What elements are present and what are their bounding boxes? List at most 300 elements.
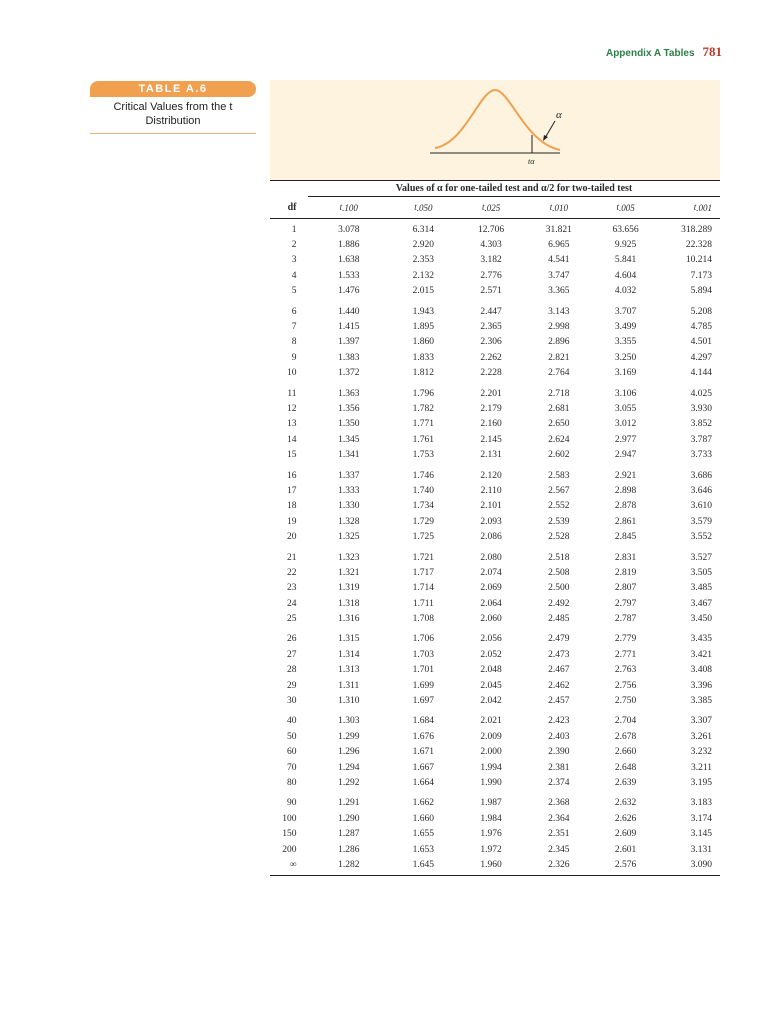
value-cell: 3.078 [338,224,360,235]
t-critical-values-table [270,180,720,876]
value-cell: 3.143 [548,306,570,317]
value-cell: 1.699 [412,680,435,691]
value-cell: 1.299 [338,731,360,742]
value-cell: 3.527 [690,552,713,563]
value-cell: 63.656 [612,224,639,235]
value-cell: 2.132 [412,270,435,281]
value-cell: 1.282 [338,859,360,870]
value-cell: 2.447 [480,306,502,317]
value-cell: 6.965 [548,240,570,251]
value-cell: 2.678 [614,731,637,742]
table-row [270,693,720,708]
value-cell: 3.467 [690,598,713,609]
value-cell: 2.048 [480,665,502,676]
value-cell: 1.676 [412,731,435,742]
value-cell: 1.753 [412,450,435,461]
df-cell: 60 [287,747,297,758]
value-cell: 1.708 [412,614,435,625]
df-cell: 14 [287,434,297,445]
table-row [270,499,720,514]
table-row [270,304,720,319]
value-cell: 2.500 [548,583,570,594]
column-header-t100: t.100 [339,202,358,213]
value-cell: 1.291 [338,798,360,809]
df-cell: 11 [287,388,297,399]
table-row [270,565,720,580]
value-cell: 3.182 [480,255,502,266]
value-cell: 6.314 [412,224,435,235]
value-cell: 2.807 [614,583,637,594]
value-cell: 1.333 [338,485,360,496]
df-cell: 20 [287,532,297,543]
value-cell: 3.131 [690,844,713,855]
value-cell: 2.353 [412,255,435,266]
value-cell: 1.701 [412,665,435,676]
table-row [270,678,720,693]
df-cell: 6 [291,306,297,317]
value-cell: 2.056 [480,634,502,645]
value-cell: 3.733 [690,450,713,461]
value-cell: 2.120 [480,470,502,481]
row-group [270,711,720,793]
value-cell: 1.292 [338,777,360,788]
value-cell: 2.819 [614,567,637,578]
value-cell: 1.314 [338,649,360,660]
row-group [270,383,720,465]
value-cell: 1.296 [338,747,360,758]
value-cell: 2.368 [548,798,570,809]
table-row [270,745,720,760]
table-row [270,514,720,529]
value-cell: 1.638 [338,255,360,266]
value-cell: 1.886 [338,240,360,251]
table-row [270,714,720,729]
value-cell: 2.609 [614,829,637,840]
table-row [270,596,720,611]
value-cell: 2.473 [548,649,570,660]
value-cell: 2.045 [480,680,502,691]
value-cell: 1.984 [480,813,502,824]
table-row [270,366,720,381]
value-cell: 1.860 [412,337,435,348]
value-cell: 22.328 [685,240,713,251]
value-cell: 2.771 [614,649,637,660]
value-cell: 1.533 [338,270,360,281]
table-row [270,284,720,299]
value-cell: 2.601 [614,844,637,855]
df-cell: 16 [287,470,297,481]
table-row [270,253,720,268]
column-header-row [270,197,720,219]
value-cell: 9.925 [614,240,637,251]
value-cell: 3.055 [614,403,637,414]
value-cell: 1.895 [412,322,435,333]
value-cell: 1.960 [480,859,502,870]
value-cell: 10.214 [685,255,713,266]
value-cell: 1.976 [480,829,502,840]
column-header-t005: t.005 [616,202,635,213]
value-cell: 1.761 [412,434,435,445]
value-cell: 4.025 [690,388,713,399]
value-cell: 2.576 [614,859,637,870]
df-cell: 19 [287,516,297,527]
value-cell: 3.408 [690,665,713,676]
table-row [270,632,720,647]
value-cell: 1.341 [338,450,360,461]
value-cell: 3.355 [614,337,637,348]
value-cell: 1.972 [480,844,502,855]
value-cell: 2.718 [548,388,570,399]
value-cell: 4.785 [690,322,713,333]
value-cell: 1.350 [338,419,360,430]
value-cell: 1.363 [338,388,360,399]
value-cell: 3.307 [690,716,713,727]
value-cell: 3.421 [690,649,713,660]
value-cell: 4.297 [690,352,713,363]
value-cell: 2.093 [480,516,502,527]
value-cell: 4.604 [614,270,637,281]
table-row [270,401,720,416]
value-cell: 3.552 [690,532,713,543]
value-cell: 1.476 [338,286,360,297]
value-cell: 1.671 [412,747,435,758]
df-cell: 13 [287,419,297,430]
value-cell: 1.994 [480,762,502,773]
df-cell: 12 [287,403,297,414]
table-row [270,222,720,237]
alpha-arrowhead [543,135,548,141]
value-cell: 2.528 [548,532,570,543]
value-cell: 2.845 [614,532,637,543]
value-cell: 2.539 [548,516,570,527]
value-cell: 1.990 [480,777,502,788]
value-cell: 2.878 [614,501,637,512]
value-cell: 4.303 [480,240,502,251]
value-cell: 3.365 [548,286,570,297]
value-cell: 1.330 [338,501,360,512]
df-cell: 80 [287,777,297,788]
table-row [270,857,720,872]
value-cell: 3.211 [690,762,713,773]
value-cell: 2.021 [480,716,502,727]
value-cell: 3.852 [690,419,713,430]
distribution-figure-panel [270,80,720,180]
value-cell: 1.812 [412,368,435,379]
value-cell: 4.541 [548,255,570,266]
value-cell: 1.667 [412,762,435,773]
value-cell: 3.396 [690,680,713,691]
table-spanner-heading: Values of α for one-tailed test and α/2 for two-tailed test [395,183,633,194]
column-header-t050: t.050 [414,202,433,213]
value-cell: 3.145 [690,829,713,840]
value-cell: 3.012 [614,419,637,430]
value-cell: 2.485 [548,614,570,625]
df-cell: 5 [291,286,297,297]
value-cell: 2.228 [480,368,502,379]
value-cell: 1.734 [412,501,435,512]
table-label-badge: TABLE A.6 [90,81,256,97]
value-cell: 1.372 [338,368,360,379]
value-cell: 1.711 [412,598,434,609]
value-cell: 1.717 [412,567,435,578]
df-cell: 23 [287,583,297,594]
value-cell: 2.750 [614,696,637,707]
value-cell: 1.440 [338,306,360,317]
value-cell: 2.831 [614,552,637,563]
value-cell: 2.624 [548,434,570,445]
value-cell: 1.311 [338,680,360,691]
value-cell: 3.579 [690,516,713,527]
value-cell: 3.169 [614,368,637,379]
value-cell: 2.381 [548,762,570,773]
value-cell: 5.208 [690,306,713,317]
value-cell: 2.080 [480,552,502,563]
value-cell: 2.898 [614,485,637,496]
value-cell: 2.052 [480,649,502,660]
value-cell: 2.921 [614,470,637,481]
value-cell: 2.681 [548,403,570,414]
value-cell: 2.467 [548,665,570,676]
row-group [270,629,720,711]
value-cell: 2.492 [548,598,570,609]
df-cell: 27 [287,649,297,660]
value-cell: 2.042 [480,696,502,707]
value-cell: 1.294 [338,762,360,773]
table-row [270,417,720,432]
df-cell: 7 [291,322,297,333]
table-caption: Critical Values from the t Distribution [90,100,256,134]
value-cell: 2.787 [614,614,637,625]
value-cell: 2.101 [480,501,502,512]
value-cell: 2.364 [548,813,570,824]
value-cell: 4.144 [690,368,713,379]
value-cell: 2.756 [614,680,637,691]
df-cell: 22 [287,567,297,578]
value-cell: 2.110 [480,485,502,496]
df-cell: 3 [291,255,297,266]
value-cell: 2.145 [480,434,502,445]
df-cell: 70 [287,762,297,773]
df-cell: 2 [291,240,297,251]
value-cell: 3.195 [690,777,713,788]
value-cell: 2.896 [548,337,570,348]
value-cell: 2.518 [548,552,570,563]
value-cell: 2.660 [614,747,637,758]
df-cell: 28 [287,665,297,676]
value-cell: 2.326 [548,859,570,870]
value-cell: 1.290 [338,813,360,824]
table-row [270,775,720,790]
value-cell: 3.106 [614,388,637,399]
density-curve [435,90,560,150]
value-cell: 2.779 [614,634,637,645]
value-cell: 3.250 [614,352,637,363]
table-row [270,581,720,596]
value-cell: 1.645 [412,859,435,870]
value-cell: 2.998 [548,322,570,333]
table-row [270,350,720,365]
value-cell: 1.725 [412,532,435,543]
value-cell: 2.086 [480,532,502,543]
value-cell: 1.697 [412,696,435,707]
value-cell: 5.894 [690,286,713,297]
t-alpha-label: tα [528,157,535,166]
value-cell: 3.232 [690,747,713,758]
df-cell: ∞ [289,859,297,870]
df-cell: 17 [287,485,297,496]
value-cell: 2.821 [548,352,570,363]
value-cell: 1.703 [412,649,435,660]
value-cell: 7.173 [690,270,713,281]
value-cell: 5.841 [614,255,637,266]
section-title: Appendix A Tables [605,48,695,59]
df-cell: 200 [282,844,297,855]
value-cell: 2.650 [548,419,570,430]
df-cell: 8 [291,337,297,348]
value-cell: 1.356 [338,403,360,414]
value-cell: 1.325 [338,532,360,543]
df-cell: 29 [287,680,297,691]
value-cell: 1.721 [412,552,435,563]
table-row [270,268,720,283]
value-cell: 2.479 [548,634,570,645]
value-cell: 2.704 [614,716,637,727]
value-cell: 1.303 [338,716,360,727]
value-cell: 2.797 [614,598,637,609]
df-cell: 15 [287,450,297,461]
value-cell: 2.345 [548,844,570,855]
value-cell: 2.365 [480,322,502,333]
value-cell: 1.782 [412,403,435,414]
value-cell: 2.015 [412,286,435,297]
value-cell: 1.310 [338,696,360,707]
value-cell: 2.000 [480,747,502,758]
table-row [270,447,720,462]
value-cell: 2.306 [480,337,502,348]
value-cell: 2.552 [548,501,570,512]
value-cell: 3.505 [690,567,713,578]
column-header-t010: t.010 [549,202,568,213]
df-cell: 21 [287,552,297,563]
table-row [270,796,720,811]
df-cell: 30 [287,696,297,707]
row-group [270,465,720,547]
value-cell: 3.450 [690,614,713,625]
table-row [270,811,720,826]
table-row [270,386,720,401]
value-cell: 2.508 [548,567,570,578]
table-body [270,219,720,875]
df-cell: 25 [287,614,297,625]
value-cell: 2.374 [548,777,570,788]
table-row [270,432,720,447]
value-cell: 1.286 [338,844,360,855]
value-cell: 1.746 [412,470,435,481]
df-cell: 9 [291,352,297,363]
value-cell: 1.319 [338,583,360,594]
value-cell: 1.321 [338,567,360,578]
value-cell: 3.485 [690,583,713,594]
value-cell: 1.771 [412,419,435,430]
table-row [270,611,720,626]
table-row [270,550,720,565]
df-cell: 24 [287,598,297,609]
table-row [270,729,720,744]
value-cell: 1.383 [338,352,360,363]
value-cell: 2.403 [548,731,570,742]
df-cell: 18 [287,501,297,512]
table-row [270,842,720,857]
value-cell: 1.833 [412,352,435,363]
value-cell: 2.462 [548,680,570,691]
value-cell: 1.729 [412,516,435,527]
value-cell: 2.639 [614,777,637,788]
value-cell: 2.074 [480,567,502,578]
value-cell: 2.390 [548,747,570,758]
value-cell: 3.646 [690,485,713,496]
value-cell: 2.776 [480,270,502,281]
value-cell: 2.069 [480,583,502,594]
table-row [270,319,720,334]
value-cell: 1.943 [412,306,435,317]
table-row [270,647,720,662]
value-cell: 1.397 [338,337,360,348]
value-cell: 1.684 [412,716,435,727]
value-cell: 3.261 [690,731,713,742]
value-cell: 4.501 [690,337,713,348]
table-row [270,468,720,483]
value-cell: 2.351 [548,829,570,840]
value-cell: 1.323 [338,552,360,563]
value-cell: 2.920 [412,240,435,251]
value-cell: 3.090 [690,859,713,870]
value-cell: 3.686 [690,470,713,481]
table-row [270,760,720,775]
value-cell: 1.655 [412,829,435,840]
value-cell: 2.626 [614,813,637,824]
value-cell: 2.060 [480,614,502,625]
value-cell: 1.740 [412,485,435,496]
value-cell: 1.987 [480,798,502,809]
value-cell: 3.183 [690,798,713,809]
df-header: df [287,202,297,213]
value-cell: 2.648 [614,762,637,773]
value-cell: 1.313 [338,665,360,676]
value-cell: 2.602 [548,450,570,461]
value-cell: 1.653 [412,844,435,855]
value-cell: 2.262 [480,352,502,363]
value-cell: 1.714 [412,583,435,594]
row-group [270,219,720,301]
value-cell: 2.567 [548,485,570,496]
value-cell: 31.821 [545,224,572,235]
value-cell: 2.571 [480,286,502,297]
table-bottom-rule [270,875,720,876]
value-cell: 1.664 [412,777,435,788]
value-cell: 3.174 [690,813,713,824]
value-cell: 3.435 [690,634,713,645]
value-cell: 4.032 [614,286,637,297]
df-cell: 100 [282,813,297,824]
df-cell: 1 [291,224,297,235]
value-cell: 1.328 [338,516,360,527]
value-cell: 3.610 [690,501,713,512]
value-cell: 1.796 [412,388,435,399]
value-cell: 2.632 [614,798,637,809]
value-cell: 1.345 [338,434,360,445]
value-cell: 1.706 [412,634,435,645]
value-cell: 3.385 [690,696,713,707]
